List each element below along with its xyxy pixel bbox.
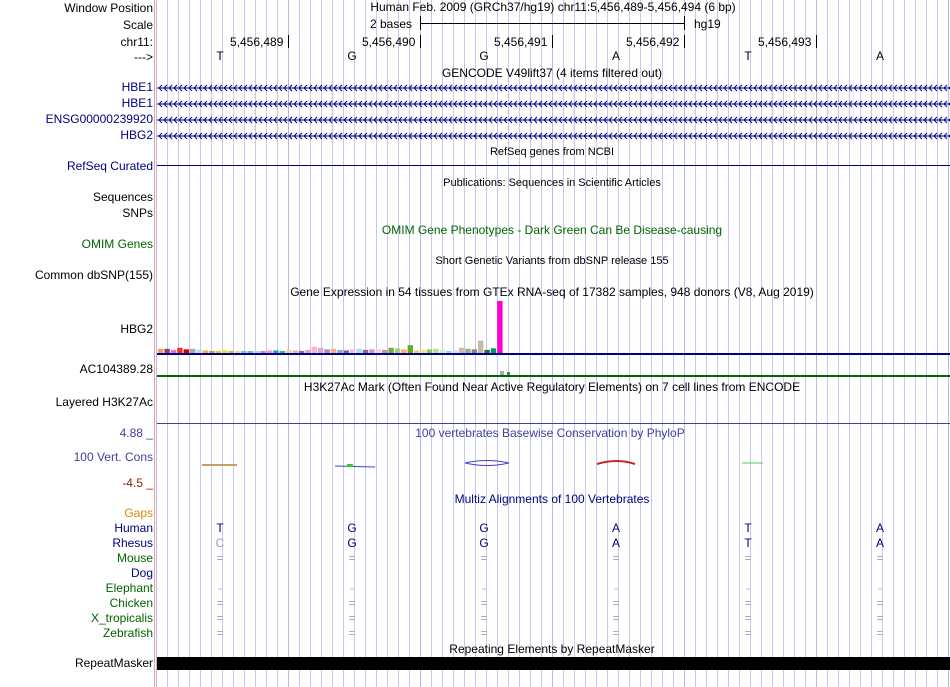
phylop-mark-2: [335, 466, 375, 467]
alignment-base-mouse: =: [612, 551, 620, 565]
gtex-bar[interactable]: [472, 349, 477, 353]
coord-tick-2: [420, 35, 421, 48]
gtex-bar[interactable]: [248, 351, 253, 353]
assembly-label: hg19: [694, 17, 721, 31]
omim-title: OMIM Gene Phenotypes - Dark Green Can Be Disease-causing: [381, 223, 723, 237]
publications-title: Publications: Sequences in Scientific Articles: [443, 177, 661, 189]
alignment-base-human: A: [611, 521, 620, 535]
label-dog[interactable]: Dog: [130, 566, 153, 580]
refseq-gene-line[interactable]: [157, 165, 950, 166]
gtex-bar[interactable]: [452, 350, 457, 353]
alignment-base-rhesus: A: [611, 536, 620, 550]
phylop-title: 100 vertebrates Basewise Conservation by PhyloP: [415, 426, 685, 440]
gtex-bar[interactable]: [235, 351, 240, 353]
gtex-bar[interactable]: [388, 348, 393, 353]
base-3: G: [479, 49, 489, 63]
label-hbe1-a[interactable]: HBE1: [121, 80, 153, 94]
scale-text: 2 bases: [370, 17, 413, 31]
alignment-base-mouse: =: [348, 551, 356, 565]
gtex-bar[interactable]: [382, 350, 387, 353]
alignment-base-rhesus: G: [347, 536, 357, 550]
alignment-base-zebrafish: =: [348, 626, 356, 640]
alignment-base-rhesus: C: [215, 536, 225, 550]
label-strand: --->: [134, 50, 153, 64]
gtex-bar[interactable]: [401, 349, 406, 353]
label-layered-h3k27ac[interactable]: Layered H3K27Ac: [55, 395, 153, 409]
gtex-bar[interactable]: [305, 350, 310, 353]
alignment-base-rhesus: T: [744, 536, 752, 550]
gtex-bar[interactable]: [190, 349, 195, 353]
phylop-mark-4: [465, 461, 509, 466]
alignment-base-xtrop: =: [348, 611, 356, 625]
base-2: G: [347, 49, 357, 63]
alignment-base-zebrafish: =: [612, 626, 620, 640]
gtex-bar[interactable]: [312, 347, 317, 353]
gtex-bar[interactable]: [164, 349, 169, 353]
alignment-base-zebrafish: =: [744, 626, 752, 640]
window-position-text: Human Feb. 2009 (GRCh37/hg19) chr11:5,456,489-5,456,494 (6 bp): [370, 0, 736, 14]
gtex-bar[interactable]: [260, 351, 265, 353]
scale-bar-right-tick: [684, 16, 685, 30]
label-ensg[interactable]: ENSG00000239920: [45, 112, 153, 126]
gtex-bar[interactable]: [267, 350, 272, 353]
alignment-base-rhesus: G: [479, 536, 489, 550]
alignment-base-zebrafish: =: [876, 626, 884, 640]
gtex-title: Gene Expression in 54 tissues from GTEx RNA-seq of 17382 samples, 948 donors (V8, Aug 2019): [290, 285, 814, 299]
gtex-bar[interactable]: [433, 349, 438, 353]
base-6: A: [875, 49, 884, 63]
gencode-title: GENCODE V49lift37 (4 items filtered out): [441, 66, 663, 80]
gtex-bar[interactable]: [286, 350, 291, 353]
coord-tick-3: [552, 35, 553, 48]
label-hbe1-b[interactable]: HBE1: [121, 96, 153, 110]
gtex-bar[interactable]: [465, 349, 470, 353]
alignment-base-human: G: [479, 521, 489, 535]
alignment-base-xtrop: =: [612, 611, 620, 625]
alignment-base-chicken: =: [480, 596, 488, 610]
base-5: T: [744, 49, 752, 63]
gtex-bar[interactable]: [350, 349, 355, 353]
label-rhesus[interactable]: Rhesus: [112, 536, 153, 550]
phylop-wiggle[interactable]: [157, 455, 950, 473]
multiz-title: Multiz Alignments of 100 Vertebrates: [454, 492, 650, 506]
dbsnp-title: Short Genetic Variants from dbSNP release 155: [435, 255, 669, 267]
gtex-bar[interactable]: [299, 351, 304, 353]
label-snps[interactable]: SNPs: [122, 206, 153, 220]
phylop-mark-3: [347, 464, 353, 467]
gtex-bar[interactable]: [228, 351, 233, 353]
alignment-base-chicken: =: [216, 596, 224, 610]
gtex-bar[interactable]: [177, 348, 182, 353]
label-elephant[interactable]: Elephant: [105, 581, 153, 595]
alignment-base-rhesus: A: [875, 536, 884, 550]
coord-4: 5,456,492: [626, 35, 680, 49]
ac104389-mark-1: [500, 371, 504, 375]
gtex-bar[interactable]: [414, 350, 419, 353]
alignment-base-mouse: =: [876, 551, 884, 565]
ac104389-mark-2: [507, 372, 510, 375]
label-chrom: chr11:: [120, 35, 153, 49]
label-zebrafish[interactable]: Zebrafish: [102, 626, 153, 640]
label-refseq[interactable]: RefSeq Curated: [66, 159, 153, 173]
gtex-bar-chart[interactable]: [157, 300, 950, 356]
gtex-bar[interactable]: [196, 350, 201, 353]
label-chicken[interactable]: Chicken: [109, 596, 153, 610]
gtex-bar[interactable]: [408, 345, 413, 353]
coord-tick-4: [684, 35, 685, 48]
coord-1: 5,456,489: [230, 35, 284, 49]
alignment-base-human: G: [347, 521, 357, 535]
alignment-base-mouse: =: [480, 551, 488, 565]
label-omim[interactable]: OMIM Genes: [81, 237, 153, 251]
alignment-base-human: T: [216, 521, 224, 535]
ac104389-track[interactable]: [157, 368, 950, 378]
alignment-base-human: A: [875, 521, 884, 535]
gtex-bar[interactable]: [216, 351, 221, 353]
gtex-bar[interactable]: [280, 351, 285, 353]
gtex-bar[interactable]: [203, 350, 208, 353]
gtex-bar[interactable]: [446, 351, 451, 353]
alignment-base-xtrop: =: [216, 611, 224, 625]
alignment-base-xtrop: =: [480, 611, 488, 625]
gtex-bar[interactable]: [459, 348, 464, 353]
label-sequences[interactable]: Sequences: [92, 190, 153, 204]
gtex-bar[interactable]: [395, 348, 400, 353]
gtex-bar[interactable]: [344, 350, 349, 353]
gtex-baseline: [157, 353, 950, 355]
gtex-bar[interactable]: [497, 301, 502, 353]
gtex-bar[interactable]: [292, 350, 297, 353]
gtex-bar[interactable]: [440, 350, 445, 353]
gtex-bar[interactable]: [369, 349, 374, 353]
label-mouse[interactable]: Mouse: [116, 551, 153, 565]
label-window-position: Window Position: [64, 1, 153, 15]
alignment-base-mouse: =: [216, 551, 224, 565]
alignment-base-elephant: -: [878, 581, 882, 595]
scale-bar: [420, 23, 684, 24]
label-common-dbsnp[interactable]: Common dbSNP(155): [34, 268, 153, 282]
alignment-base-elephant: -: [218, 581, 222, 595]
gtex-bar[interactable]: [209, 351, 214, 353]
gtex-bar[interactable]: [363, 350, 368, 353]
gtex-bar[interactable]: [324, 349, 329, 353]
label-cons-max: 4.88 _: [119, 426, 153, 440]
gtex-bar[interactable]: [158, 349, 163, 353]
alignment-base-elephant: -: [482, 581, 486, 595]
gtex-bar[interactable]: [331, 349, 336, 353]
gtex-bar[interactable]: [427, 349, 432, 353]
gtex-bar[interactable]: [273, 350, 278, 353]
label-cons-min: -4.5 _: [122, 476, 153, 490]
coord-2: 5,456,490: [362, 35, 416, 49]
gtex-bar[interactable]: [376, 349, 381, 353]
label-ac104389[interactable]: AC104389.28: [79, 362, 153, 376]
alignment-base-elephant: -: [746, 581, 750, 595]
gtex-bar[interactable]: [491, 348, 496, 353]
alignment-base-mouse: =: [744, 551, 752, 565]
alignment-base-human: T: [744, 521, 752, 535]
gtex-bar[interactable]: [241, 351, 246, 353]
gtex-bar[interactable]: [478, 341, 483, 353]
alignment-base-elephant: -: [350, 581, 354, 595]
gtex-bar[interactable]: [356, 349, 361, 353]
alignment-base-chicken: =: [348, 596, 356, 610]
refseq-title: RefSeq genes from NCBI: [489, 146, 615, 158]
ac104389-gene-line: [157, 375, 950, 377]
phylop-mark-5: [597, 461, 635, 464]
sidebar-divider: [154, 0, 155, 687]
repeatmasker-title: Repeating Elements by RepeatMasker: [449, 642, 655, 656]
label-xtrop[interactable]: X_tropicalis: [90, 611, 153, 625]
gtex-bar[interactable]: [337, 350, 342, 353]
alignment-base-chicken: =: [612, 596, 620, 610]
base-4: A: [611, 49, 620, 63]
coord-3: 5,456,491: [494, 35, 548, 49]
label-scale: Scale: [122, 18, 153, 32]
h3k27ac-title: H3K27Ac Mark (Often Found Near Active Regulatory Elements) on 7 cell lines from ENCODE: [303, 380, 801, 394]
base-1: T: [216, 49, 224, 63]
alignment-base-xtrop: =: [876, 611, 884, 625]
gtex-bar[interactable]: [318, 348, 323, 353]
coord-tick-1: [288, 35, 289, 48]
coord-5: 5,456,493: [758, 35, 812, 49]
alignment-base-xtrop: =: [744, 611, 752, 625]
label-gtex-hbg2[interactable]: HBG2: [120, 322, 153, 336]
gtex-bar[interactable]: [484, 350, 489, 353]
label-gaps[interactable]: Gaps: [124, 506, 153, 520]
alignment-base-zebrafish: =: [216, 626, 224, 640]
alignment-base-chicken: =: [876, 596, 884, 610]
label-human[interactable]: Human: [114, 521, 153, 535]
label-repeatmasker[interactable]: RepeatMasker: [74, 656, 153, 670]
gtex-bar[interactable]: [184, 349, 189, 353]
alignment-base-chicken: =: [744, 596, 752, 610]
gtex-bar[interactable]: [171, 350, 176, 353]
alignment-base-zebrafish: =: [480, 626, 488, 640]
coord-tick-5: [816, 35, 817, 48]
gene-tracks[interactable]: [157, 80, 950, 144]
label-vert-cons[interactable]: 100 Vert. Cons: [73, 450, 153, 464]
h3k27ac-line[interactable]: [157, 423, 950, 424]
gene-arrows: [157, 85, 950, 139]
alignment-base-elephant: -: [614, 581, 618, 595]
gtex-bar[interactable]: [254, 351, 259, 353]
gtex-bar[interactable]: [420, 350, 425, 353]
gtex-bar[interactable]: [222, 350, 227, 353]
repeatmasker-bar[interactable]: [157, 657, 950, 670]
label-hbg2[interactable]: HBG2: [120, 128, 153, 142]
